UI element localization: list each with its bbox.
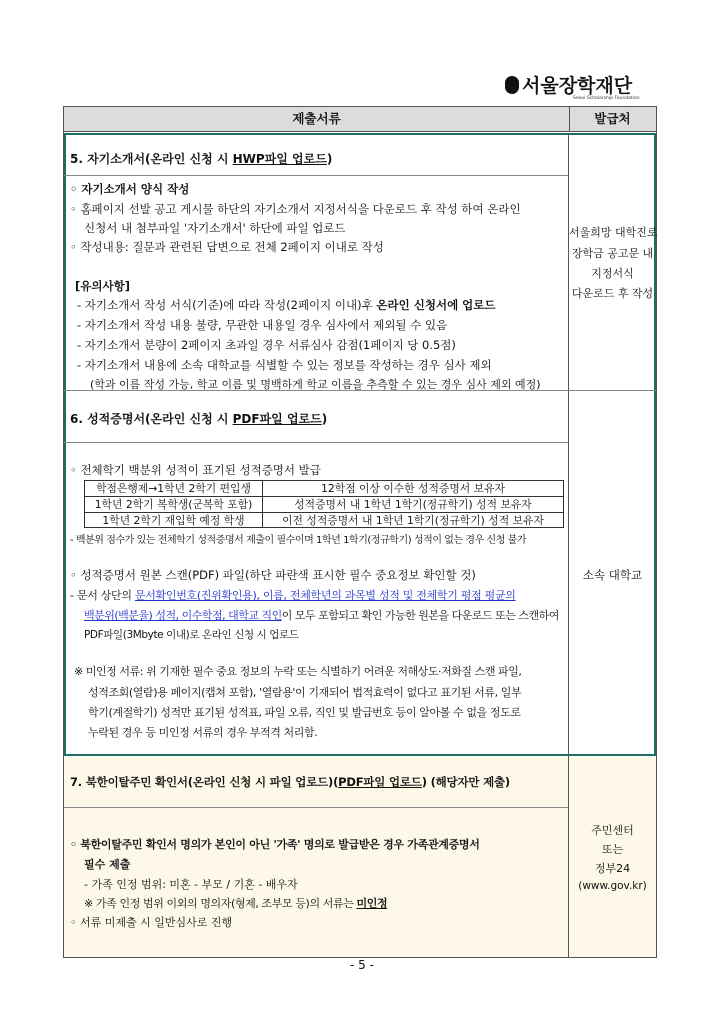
notice-item: (학과 이름 작성 가능, 학교 이름 및 명백하게 학교 이름을 추측할 수 있는 경우 심사 제외 예정) bbox=[90, 378, 541, 391]
sec6-remark: ※ 미인정 서류: 위 기재한 필수 중요 정보의 누락 또는 식별하기 어려운 저해상도·저화질 스캔 파일, bbox=[74, 665, 522, 678]
sec5-issuer: 장학금 공고문 내 bbox=[571, 247, 654, 260]
sec6-issuer: 소속 대학교 bbox=[582, 568, 643, 582]
sec6-line: PDF파일(3Mbyte 이내)로 온라인 신청 시 업로드 bbox=[84, 629, 299, 641]
page-number: - 5 - bbox=[350, 958, 374, 972]
foundation-logo bbox=[505, 74, 655, 104]
notice-item: - 자기소개서 작성 서식(기준)에 따라 작성(2페이지 이내)후 온라인 신청서에 업로드 bbox=[77, 298, 496, 312]
sec5-issuer: 다운로드 후 작성 bbox=[571, 287, 654, 300]
sec7-issuer: 또는 bbox=[601, 843, 624, 856]
sec5-issuer: 지정서식 bbox=[591, 267, 634, 280]
header-issuer: 발급처 bbox=[594, 111, 631, 126]
notice-item: - 자기소개서 작성 내용 불량, 무관한 내용일 경우 심사에서 제외될 수 있음 bbox=[77, 318, 448, 332]
sec7-issuer: (www.gov.kr) bbox=[578, 880, 647, 892]
table-cell: 12학점 이상 이수한 성적증명서 보유자 bbox=[321, 482, 505, 495]
divider bbox=[64, 442, 568, 443]
logo-text: 서울장학재단 bbox=[522, 75, 633, 97]
sec5-line: ◦ 자기소개서 양식 작성 bbox=[70, 182, 190, 196]
table-row bbox=[85, 513, 563, 529]
sec5-line: ◦ 홈페이지 선발 공고 게시물 하단의 자기소개서 지정서식을 다운로드 후 작성 하여 온라인 bbox=[70, 202, 521, 216]
divider bbox=[64, 807, 568, 808]
sec7-line: ◦ 서류 미제출 시 일반심사로 진행 bbox=[70, 916, 233, 929]
sec5-line: 신청서 내 첨부파일 '자기소개서' 하단에 파일 업로드 bbox=[84, 221, 346, 235]
sec6-line: ◦ 전체학기 백분위 성적이 표기된 성적증명서 발급 bbox=[70, 463, 321, 477]
sec6-line: 백분위(백분율) 성적, 이수학점, 대학교 직인이 모두 포함되고 확인 가능한 원본을 다운로드 또는 스캔하여 bbox=[84, 609, 559, 622]
table-row bbox=[85, 497, 563, 513]
sec6-line: - 문서 상단의 문서확인번호(진위확인용), 이름, 전체학년의 과목별 성적 및 전체학기 평점 평균의 bbox=[70, 589, 516, 602]
table-cell: 이전 성적증명서 내 1학년 1학기(정규학기) 성적 보유자 bbox=[282, 514, 544, 527]
table-cell: 1학년 2학기 복학생(군복학 포함) bbox=[94, 498, 253, 511]
logo-subtext: Seoul Scholarship Foundation bbox=[573, 96, 640, 101]
sec7-issuer: 주민센터 bbox=[591, 824, 634, 837]
table-cell: 1학년 2학기 재입학 예정 학생 bbox=[102, 514, 245, 527]
sec7-issuer: 정부24 bbox=[594, 862, 631, 875]
table-cell: 학점은행제→1학년 2학기 편입생 bbox=[96, 482, 251, 495]
sec6-remark: 성적조회(열람)용 페이지(캡쳐 포함), '열람용'이 기재되어 법적효력이 없다고 표기된 서류, 일부 bbox=[88, 686, 522, 699]
notice-heading: [유의사항] bbox=[75, 279, 130, 293]
sec6-line: ◦ 성적증명서 원본 스캔(PDF) 파일(하단 파란색 표시한 필수 중요정보 확인할 것) bbox=[70, 568, 476, 582]
notice-item: - 자기소개서 분량이 2페이지 초과일 경우 서류심사 감점(1페이지 당 0.5점) bbox=[77, 338, 456, 352]
table-row bbox=[85, 481, 563, 497]
sec7-line: - 가족 인정 범위: 미혼 - 부모 / 기혼 - 배우자 bbox=[84, 878, 298, 891]
sec7-line: ◦ 북한이탈주민 확인서 명의가 본인이 아닌 '가족' 명의로 발급받은 경우 가족관계증명서 bbox=[70, 838, 480, 851]
sec6-remark: 누락된 경우 등 미인정 서류의 경우 부적격 처리함. bbox=[88, 726, 318, 739]
notice-item: - 자기소개서 내용에 소속 대학교를 식별할 수 있는 정보를 작성하는 경우 심사 제외 bbox=[77, 358, 492, 372]
logo-mark bbox=[505, 76, 519, 94]
sec7-line: 필수 제출 bbox=[84, 858, 131, 871]
sec6-line: - 백분위 점수가 있는 전체학기 성적증명서 제출이 필수이며 1학년 1학기(정규학기) 성적이 없는 경우 신청 불가 bbox=[70, 535, 527, 546]
divider bbox=[64, 175, 568, 176]
section6-title: 6. 성적증명서(온라인 신청 시 PDF파일 업로드) bbox=[70, 412, 328, 426]
sec7-line: ※ 가족 인정 범위 이외의 명의자(형제, 조부모 등)의 서류는 미인정 bbox=[84, 897, 388, 910]
section7-title: 7. 북한이탈주민 확인서(온라인 신청 시 파일 업로드)(PDF파일 업로드) (해당자만 제출) bbox=[70, 775, 510, 789]
eligibility-table bbox=[84, 480, 564, 528]
section5-title: 5. 자기소개서(온라인 신청 시 HWP파일 업로드) bbox=[70, 152, 333, 166]
sec5-line: ◦ 작성내용: 질문과 관련된 답변으로 전체 2페이지 이내로 작성 bbox=[70, 240, 384, 254]
table-cell: 성적증명서 내 1학년 1학기(정규학기) 성적 보유자 bbox=[294, 498, 532, 511]
sec5-issuer: 서울희망 대학진로 bbox=[569, 226, 658, 239]
table-header bbox=[63, 106, 657, 132]
sec6-remark: 학기(계절학기) 성적만 표기된 성적표, 파일 오류, 직인 및 발급번호 등이 알아볼 수 없을 정도로 bbox=[88, 706, 521, 719]
header-documents: 제출서류 bbox=[64, 107, 570, 131]
